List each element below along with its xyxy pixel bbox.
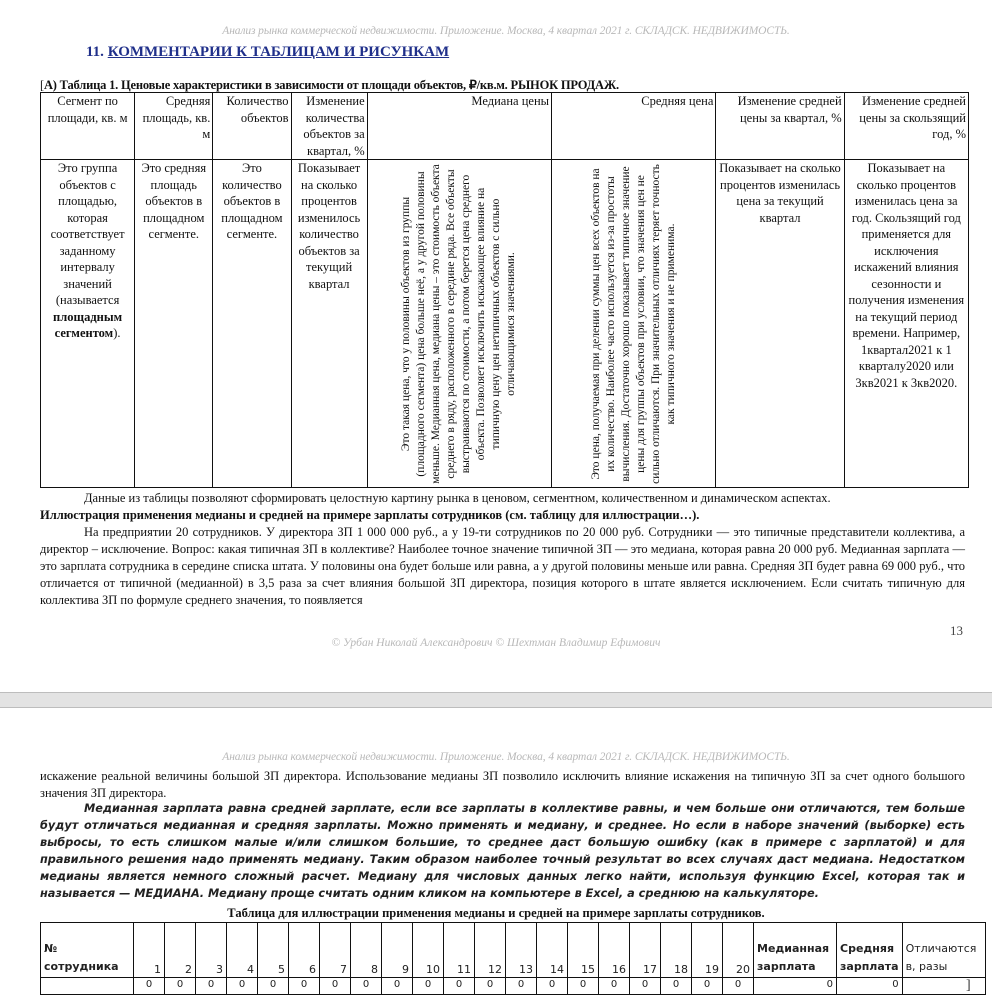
cell-median-price — [367, 160, 551, 488]
footer-copyright: © Урбан Николай Александрович © Шехтман Владимир Ефимович — [331, 637, 661, 649]
header-avg-change-quarter: Изменение средней цены за квартал, % — [716, 93, 844, 160]
table1-header-row — [41, 93, 969, 160]
header-average-salary: Средняя зарплата — [837, 923, 903, 978]
table1-body-row — [41, 160, 969, 488]
header-average-price: Средняя цена — [552, 93, 716, 160]
employee-col-2: 2 — [165, 923, 196, 978]
value-cell: 0 — [661, 978, 692, 995]
average-vertical-text: Это цена, получаемая при делении суммы цен всех объектов на их количество. Наиболее часто используется из-за простоты вычисления. Достаточно хорошо показывает типичное значение цены для группы объектов при условии, что значения цен не сильно отличаются. При значительных отличиях теряет точность как типичного значения и не применима. — [589, 163, 677, 484]
value-cell: 0 — [506, 978, 537, 995]
value-cell: 0 — [568, 978, 599, 995]
cell-average-price — [552, 160, 716, 488]
table2-salary-illustration — [40, 922, 986, 995]
employee-col-6: 6 — [289, 923, 320, 978]
value-cell: 0 — [537, 978, 568, 995]
value-cell: 0 — [165, 978, 196, 995]
employee-col-20: 20 — [723, 923, 754, 978]
value-cell: 0 — [320, 978, 351, 995]
section-title-link[interactable]: КОММЕНТАРИИ К ТАБЛИЦАМ И РИСУНКАМ — [107, 44, 450, 60]
table-edge-bracket: ] — [966, 978, 971, 993]
page-separator — [0, 692, 992, 708]
employee-col-17: 17 — [630, 923, 661, 978]
median-value-cell: 0 — [754, 978, 837, 995]
table2-caption: Таблица для иллюстрации применения медианы и средней на примере зарплаты сотрудников. — [227, 906, 765, 920]
header-employee-number: № сотрудника — [41, 923, 134, 978]
section-number: 11. — [86, 44, 108, 60]
employee-col-19: 19 — [692, 923, 723, 978]
value-cell: 0 — [630, 978, 661, 995]
employee-col-15: 15 — [568, 923, 599, 978]
value-cell: 0 — [723, 978, 754, 995]
value-cell: 0 — [134, 978, 165, 995]
value-cell: 0 — [475, 978, 506, 995]
table1-price-characteristics — [40, 92, 969, 488]
value-cell: 0 — [258, 978, 289, 995]
value-cell: 0 — [227, 978, 258, 995]
cell-avg-change-quarter: Показывает на сколько процентов изменилась цена за текущий квартал — [716, 160, 844, 488]
cell-count-change: Показывает на сколько процентов изменилось количество объектов за текущий квартал — [291, 160, 367, 488]
value-cell: 0 — [692, 978, 723, 995]
paragraph-summary: Данные из таблицы позволяют сформировать целостную картину рынка в ценовом, сегментном, количественном и динамическом аспектах. — [84, 491, 831, 505]
table2-header-row — [41, 923, 986, 978]
value-cell: 0 — [382, 978, 413, 995]
header-median-price: Медиана цены — [367, 93, 551, 160]
employee-col-7: 7 — [320, 923, 351, 978]
average-value-cell: 0 — [837, 978, 903, 995]
header-count: Количество объектов — [213, 93, 291, 160]
header-avg-area: Средняя площадь, кв. м — [135, 93, 213, 160]
running-header: Анализ рынка коммерческой недвижимости. Приложение. Москва, 4 квартал 2021 г. СКЛАДСК. НЕДВИЖИМОСТЬ. — [222, 751, 790, 763]
employee-col-4: 4 — [227, 923, 258, 978]
table1-caption — [40, 77, 619, 93]
paragraph-illustration-title: Иллюстрация применения медианы и средней на примере зарплаты сотрудников (см. таблицу для иллюстрации…). — [40, 508, 700, 522]
employee-col-18: 18 — [661, 923, 692, 978]
italic-median-note: Медианная зарплата равна средней зарплате, если все зарплаты в коллективе равны, и чем больше они отличаются, тем больше будут отличаться медианная и средняя зарплаты. Можно применять и медиану, и среднее. Но если в наборе значений (выборке) есть выбросы, то есть слишком малые и/или слишком большие, то среднее даст большую ошибку (как в примере с зарплатой) и для правильного решения надо применять медиану. Таким образом наиболее точный результат во всех случаях даст медиана. Недостатком медианы является немного сложный расчет. Медиану для числовых данных легко найти, используя функцию Excel, которая так и называется — МЕДИАНА. Медиану проще считать одним кликом на компьютере в Excel, а среднюю на калькуляторе. — [40, 802, 965, 900]
employee-col-1: 1 — [134, 923, 165, 978]
employee-col-14: 14 — [537, 923, 568, 978]
employee-col-5: 5 — [258, 923, 289, 978]
value-cell: 0 — [289, 978, 320, 995]
running-header: Анализ рынка коммерческой недвижимости. Приложение. Москва, 4 квартал 2021 г. СКЛАДСК. НЕДВИЖИМОСТЬ. — [222, 25, 790, 37]
value-cell: 0 — [444, 978, 475, 995]
value-cell: 0 — [599, 978, 630, 995]
page-number: 13 — [950, 623, 963, 638]
header-avg-change-year: Изменение средней цены за скользящий год, % — [844, 93, 968, 160]
value-cell: 0 — [413, 978, 444, 995]
employee-col-8: 8 — [351, 923, 382, 978]
cell-avg-area: Это средняя площадь объектов в площадном сегменте. — [135, 160, 213, 488]
employee-col-13: 13 — [506, 923, 537, 978]
difference-value-cell — [902, 978, 985, 995]
table1-caption-text: А) Таблица 1. Ценовые характеристики в зависимости от площади объектов, ₽/кв.м. РЫНОК ПРОДАЖ. — [43, 78, 619, 92]
employee-col-11: 11 — [444, 923, 475, 978]
median-vertical-text: Это такая цена, что у половины объектов из группы (площадного сегмента) цена больше неё, а у другой половины меньше. Медианная цена, медиана цены – это стоимость объекта среднего в ряду, расположенного в середине ряда. Все объекты выстраиваются по стоимости, а потом берется цена среднего объекта. Позволяет исключить искажающее влияние на типичную цену цен нетипичных объектов с сильно отличающимися значениями. — [400, 163, 518, 484]
employee-col-10: 10 — [413, 923, 444, 978]
employee-col-3: 3 — [196, 923, 227, 978]
text-cursor-bracket: [ — [40, 78, 44, 92]
segment-term: площадным сегментом — [53, 309, 123, 340]
header-segment: Сегмент по площади, кв. м — [41, 93, 135, 160]
row-label-cell — [41, 978, 134, 995]
header-median-salary: Медианная зарплата — [754, 923, 837, 978]
cell-count: Это количество объектов в площадном сегменте. — [213, 160, 291, 488]
employee-col-16: 16 — [599, 923, 630, 978]
document-page-14 — [0, 716, 992, 991]
value-cell: 0 — [196, 978, 227, 995]
paragraph-continuation: искажение реальной величины большой ЗП директора. Использование медианы ЗП позволило исключить влияние искажения на типичную ЗП за счет одного большого значения ЗП директора. — [40, 769, 965, 800]
value-cell: 0 — [351, 978, 382, 995]
header-count-change: Изменение количества объектов за квартал, % — [291, 93, 367, 160]
paragraph-salary-example: На предприятии 20 сотрудников. У директора ЗП 1 000 000 руб., а у 19-ти сотрудников по 20 000 руб. Сотрудники — это типичные представители коллектива, а директор – исключение. Вопрос: какая типичная ЗП в коллективе? Наиболее точное значение типичной ЗП — это медиана, которая равна 20 000 руб. Медианная зарплата — это зарплата сотрудника в середине списка штата. У половины она будет больше или равна, а у другой половины меньше или равна. Средняя ЗП будет равна 69 000 руб., что отличается от типичной (медианной) в 3,5 раза за счет влияния большой ЗП директора, позиция которого в штате является исключением. Если считать типичную для коллектива ЗП по формуле среднего значения, то появляется — [40, 525, 965, 607]
employee-col-12: 12 — [475, 923, 506, 978]
cell-avg-change-year: Показывает на сколько процентов изменилась цена за год. Скользящий год применяется для исключения искажений влияния сезонности и получения изменения на текущий период времени. Например, 1квартал2021 к 1 кварталу2020 или 3кв2021 к 3кв2020. — [844, 160, 968, 488]
table2-values-row — [41, 978, 986, 995]
section-title — [86, 44, 449, 61]
header-difference-times: Отличаются в, разы — [902, 923, 985, 978]
cell-segment: Это группа объектов с площадью, которая соответствует заданному интервалу значений (называется площадным сегментом). — [41, 160, 135, 488]
employee-col-9: 9 — [382, 923, 413, 978]
